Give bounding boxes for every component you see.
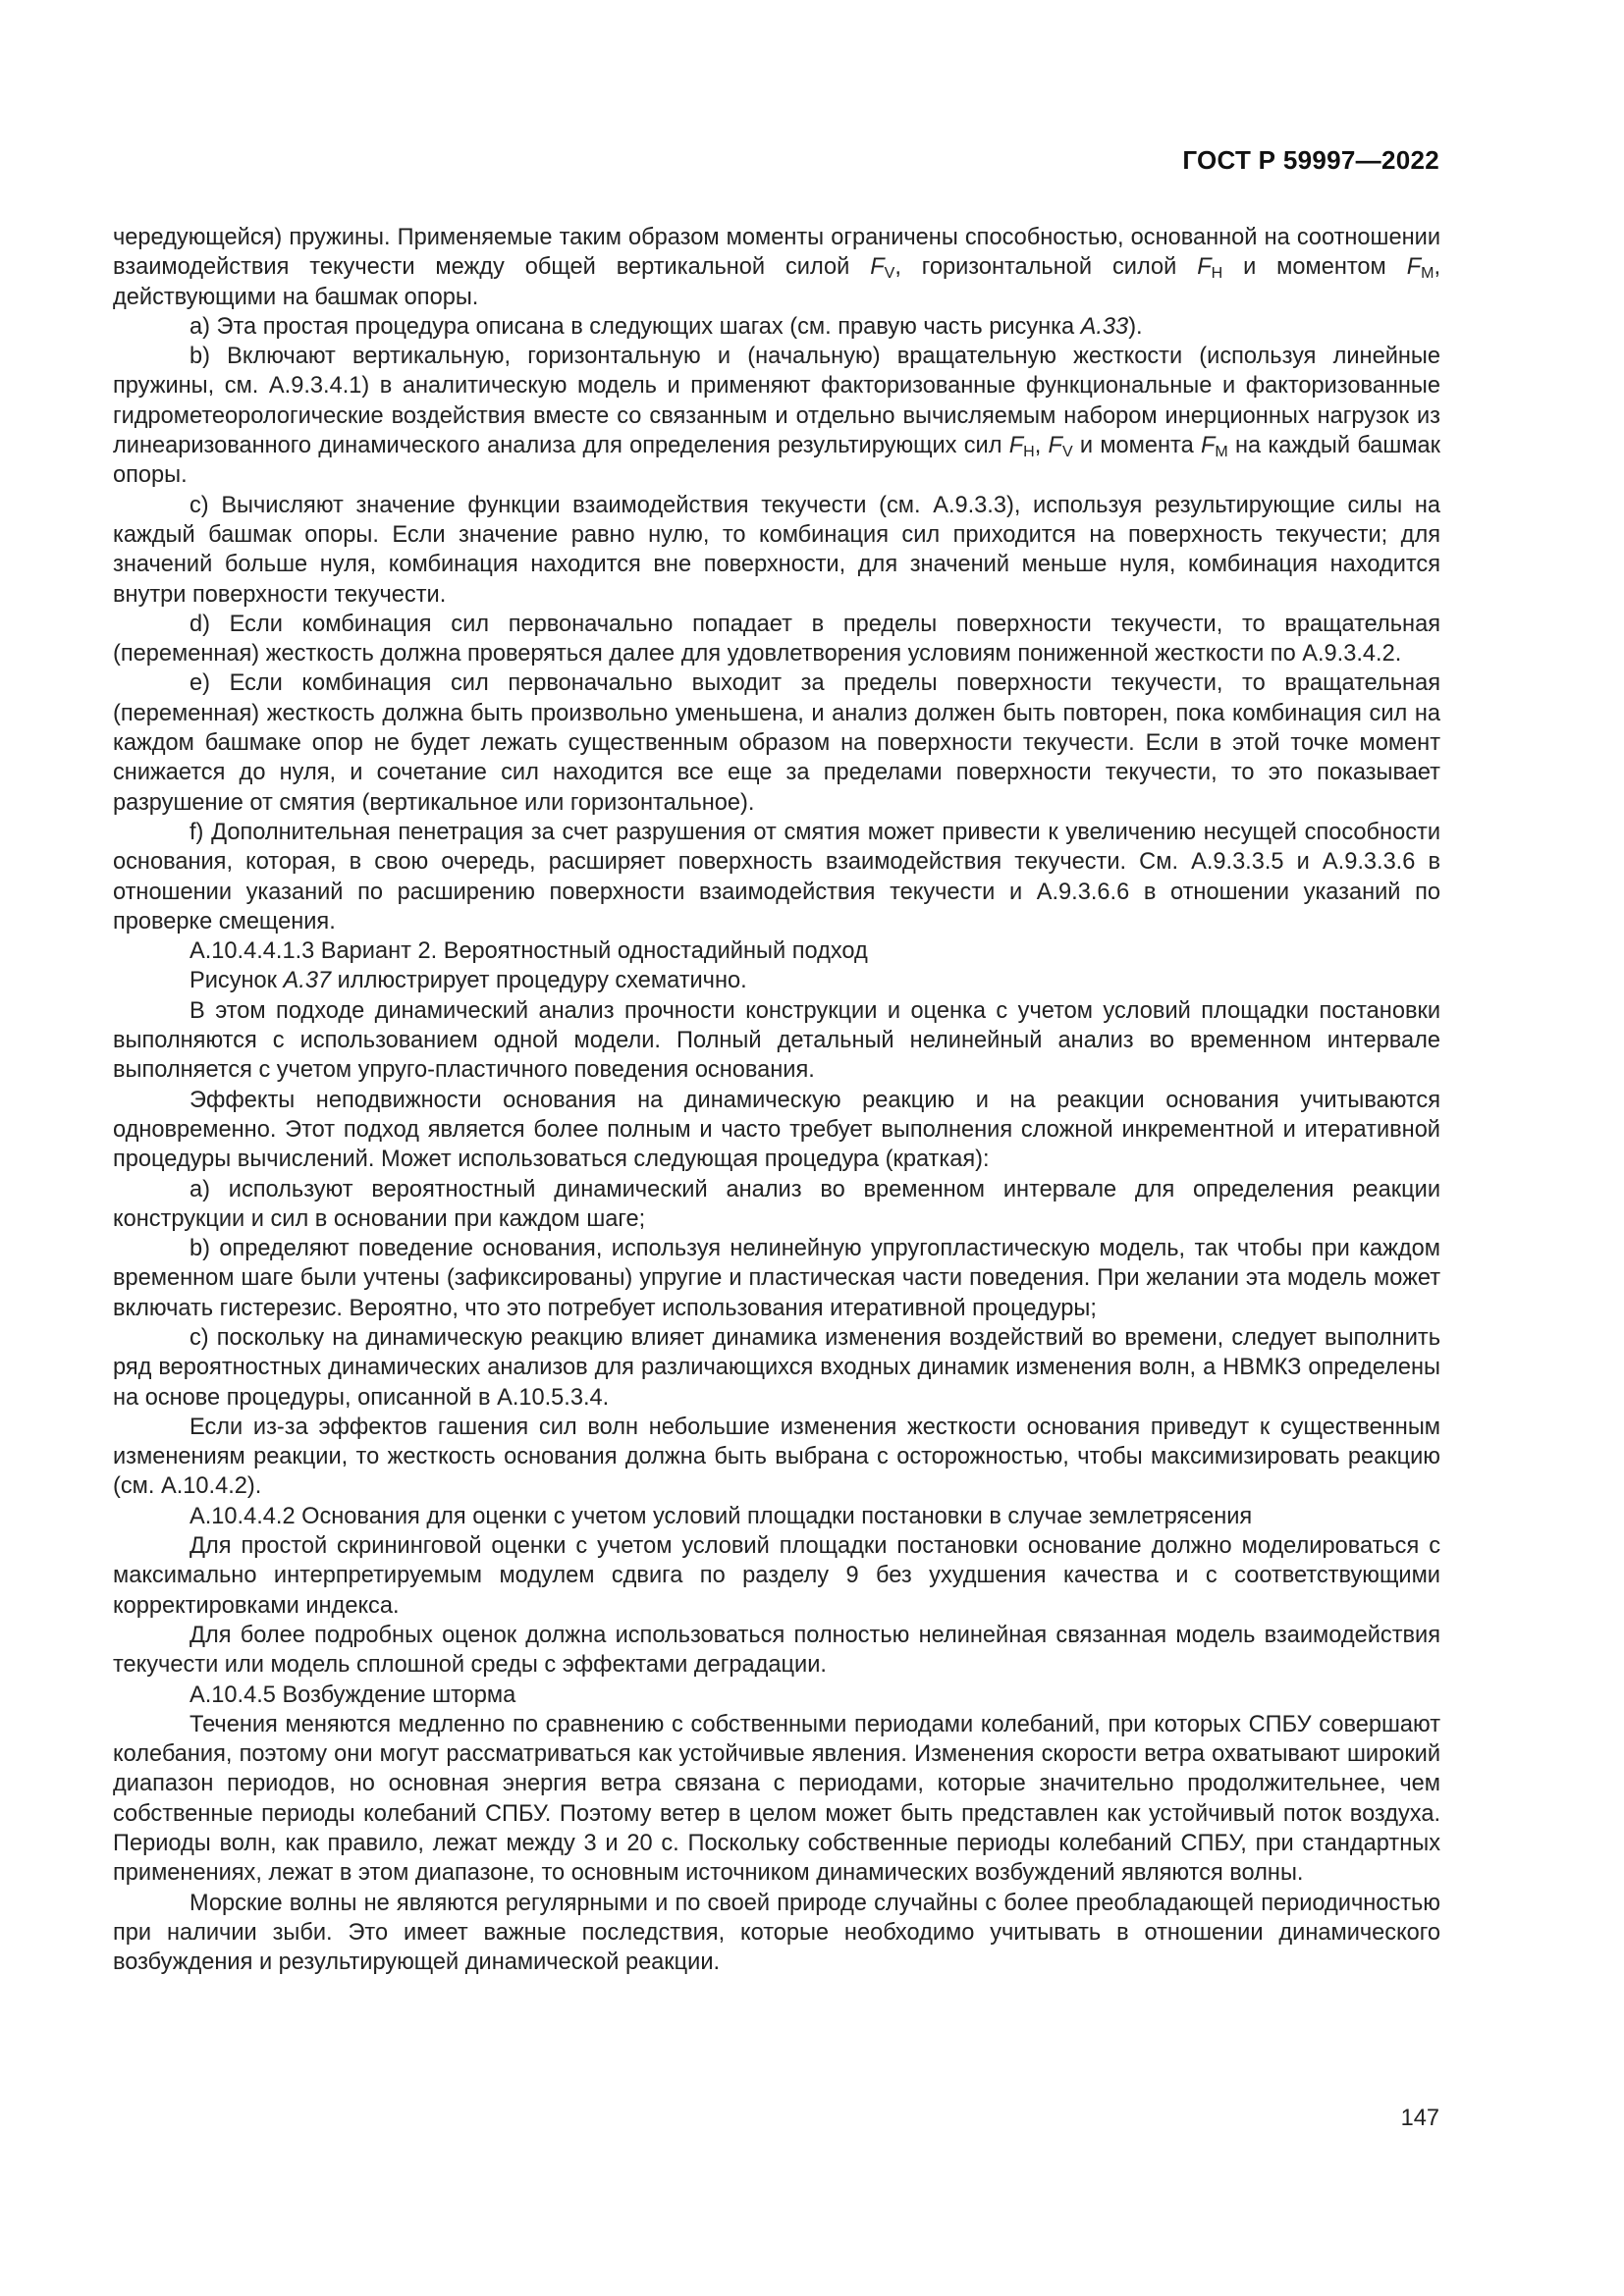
subscript: M [1421, 265, 1435, 283]
paragraph: Морские волны не являются регулярными и по своей природе случайны с более преобладающей периодичностью при наличии зыби. Это имеет важные последствия, которые необходимо учитывать в отношении динамического возбуждения и результирующей динамической реакции. [113, 1890, 1440, 1976]
paragraph: c) Вычисляют значение функции взаимодействия текучести (см. А.9.3.3), используя результирующие силы на каждый башмак опоры. Если значение равно нулю, то комбинация сил приходится на поверхность текучести; для значений больше нуля, комбинация находится вне поверхности, для значений меньше нуля, комбинация находится внутри поверхности текучести. [113, 492, 1440, 608]
text-run: иллюстрирует процедуру схематично. [331, 968, 747, 994]
paragraph [113, 223, 1440, 312]
text-run: чередующейся) пружины. Применяемые таким образом моменты ограничены способностью, основанной на соотношении взаимодействия текучести между общей вертикальной силой [113, 225, 1440, 281]
paragraph: e) Если комбинация сил первоначально выходит за пределы поверхности текучести, то вращательная (переменная) жесткость должна быть произвольно уменьшена, и анализ должен быть повторен, пока комбинация сил на каждом башмаке опор не будет лежать существенным образом на поверхности текучести. Если в этой точке момент снижается до нуля, и сочетание сил находится все еще за пределами поверхности текучести, то это показывает разрушение от смятия (вертикальное или горизонтальное). [113, 670, 1440, 816]
text-run: Рисунок [189, 968, 284, 994]
symbol-f: F [1048, 433, 1062, 459]
section-heading: А.10.4.4.2 Основания для оценки с учетом условий площадки постановки в случае землетрясения [189, 1503, 1253, 1529]
figure-reference: A.33 [1080, 313, 1129, 340]
text-run: и моментом [1222, 254, 1407, 281]
text-run: и момента [1072, 433, 1201, 459]
paragraph: Эффекты неподвижности основания на динамическую реакцию и на реакции основания учитываются одновременно. Этот подход является более полным и часто требует выполнения сложной инкрементной и итеративной процедуры вычислений. Может использоваться следующая процедура (краткая): [113, 1087, 1440, 1173]
text-run: ). [1128, 313, 1143, 340]
subscript: H [1211, 265, 1223, 283]
section-heading: А.10.4.5 Возбуждение шторма [189, 1682, 516, 1708]
text-run: , действующими на башмак опоры. [113, 254, 1440, 310]
paragraph: b) определяют поведение основания, используя нелинейную упругопластическую модель, так чтобы при каждом временном шаге были учтены (зафиксированы) упругие и пластическая части поведения. При желании эта модель может включать гистерезис. Вероятно, что это потребует использования итеративной процедуры; [113, 1236, 1440, 1321]
paragraph: d) Если комбинация сил первоначально попадает в пределы поверхности текучести, то вращательная (переменная) жесткость должна проверяться далее для удовлетворения условиям пониженной жесткости по А.9.3.4.2. [113, 611, 1440, 667]
paragraph [113, 966, 1440, 995]
document-header: ГОСТ Р 59997—2022 [1182, 145, 1439, 175]
paragraph: Если из-за эффектов гашения сил волн небольшие изменения жесткости основания приведут к существенным изменениям реакции, то жесткость основания должна быть выбрана с осторожностью, чтобы максимизировать реакцию (см. А.10.4.2). [113, 1414, 1440, 1500]
section-heading: А.10.4.4.1.3 Вариант 2. Вероятностный одностадийный подход [189, 938, 868, 965]
text-run: на каждый башмак опоры. [113, 433, 1440, 489]
paragraph: c) поскольку на динамическую реакцию влияет динамика изменения воздействий во времени, следует выполнить ряд вероятностных динамических анализов для различающихся входных динамик изменения волн, а НВМКЗ определены на основе процедуры, описанной в А.10.5.3.4. [113, 1324, 1440, 1411]
paragraph [113, 342, 1440, 490]
text-run: a) Эта простая процедура описана в следующих шагах (см. правую часть рисунка [189, 313, 1081, 340]
figure-reference: А.37 [283, 968, 332, 994]
paragraph: Течения меняются медленно по сравнению с собственными периодами колебаний, при которых СПБУ совершают колебания, поэтому они могут рассматриваться как устойчивые явления. Изменения скорости ветра охватывают широкий диапазон периодов, но основная энергия ветра связана с периодами, которые значительно продолжительнее, чем собственные периоды колебаний СПБУ. Поэтому ветер в целом может быть представлен как устойчивый поток воздуха. Периоды волн, как правило, лежат между 3 и 20 с. Поскольку собственные периоды колебаний СПБУ, при стандартных применениях, лежат в этом диапазоне, то основным источником динамических возбуждений являются волны. [113, 1711, 1440, 1887]
symbol-f: F [1406, 254, 1422, 281]
paragraph: Для более подробных оценок должна использоваться полностью нелинейная связанная модель взаимодействия текучести или модель сплошной среды с эффектами деградации. [113, 1622, 1440, 1679]
paragraph: В этом подходе динамический анализ прочности конструкции и оценка с учетом условий площадки постановки выполняются с использованием одной модели. Полный детальный нелинейный анализ во временном интервале выполняется с учетом упруго-пластичного поведения основания. [113, 997, 1440, 1084]
symbol-f: F [1197, 254, 1212, 281]
subscript: H [1023, 444, 1035, 461]
symbol-f: F [870, 254, 885, 281]
text-run: , [1034, 433, 1049, 459]
paragraph: Для простой скрининговой оценки с учетом условий площадки постановки основание должно моделироваться с максимально интерпретируемым модулем сдвига по разделу 9 без ухудшения качества и с соответствующими корректировками индекса. [113, 1533, 1440, 1619]
subscript: V [1061, 444, 1073, 461]
paragraph: f) Дополнительная пенетрация за счет разрушения от смятия может привести к увеличению несущей способности основания, которая, в свою очередь, расширяет поверхность взаимодействия текучести. См. А.9.3.3.5 и А.9.3.3.6 в отношении указаний по расширению поверхности взаимодействия текучести и А.9.3.6.6 в отношении указаний по проверке смещения. [113, 819, 1440, 934]
subscript: V [884, 265, 895, 283]
text-run: , горизонтальной силой [894, 254, 1198, 281]
body-text [113, 223, 1440, 1978]
symbol-f: F [1200, 433, 1216, 459]
symbol-f: F [1008, 433, 1024, 459]
text-run: b) Включают вертикальную, горизонтальную и (начальную) вращательную жесткости (используя линейные пружины, см. А.9.3.4.1) в аналитическую модель и применяют факторизованные функциональные и факторизованные гидрометеорологические воздействия вместе со связанным и отдельно вычисляемым набором инерционных нагрузок из линеаризованного динамического анализа для определения результирующих сил [113, 344, 1440, 459]
paragraph [113, 312, 1440, 342]
paragraph: a) используют вероятностный динамический анализ во временном интервале для определения реакции конструкции и сил в основании при каждом шаге; [113, 1176, 1440, 1232]
page-number: 147 [1400, 2106, 1439, 2131]
subscript: M [1215, 444, 1228, 461]
